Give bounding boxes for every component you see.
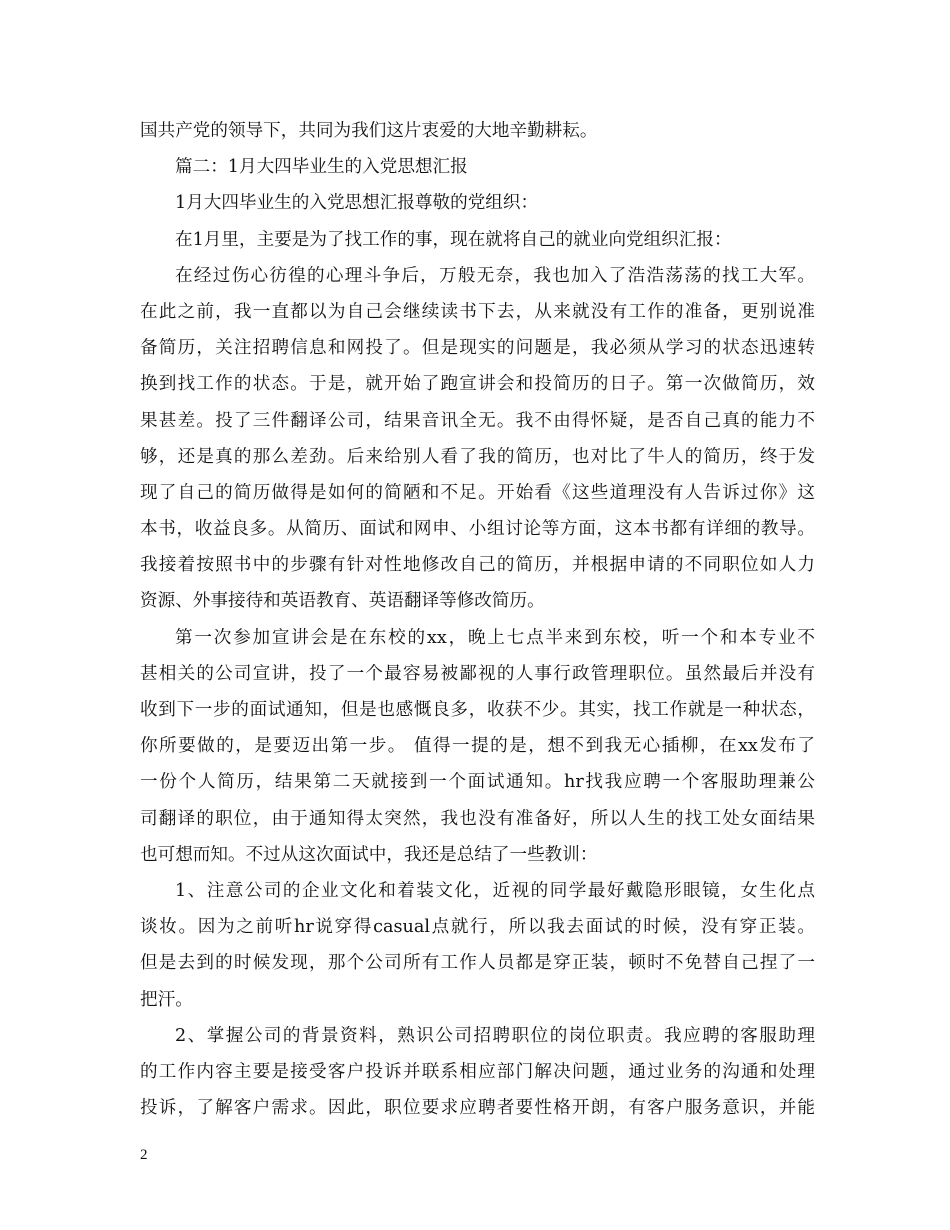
text-line: 投诉，了解客户需求。因此，职位要求应聘者要性格开朗，有客户服务意识，并能 <box>140 1098 815 1119</box>
text-line: 国共产党的领导下，共同为我们这片衷爱的大地辛勤耕耘。 <box>140 121 598 141</box>
text-line: 我接着按照书中的步骤有针对性地修改自己的简历，并根据申请的不同职位如人力 <box>140 555 815 576</box>
text-line: 1、注意公司的企业文化和着装文化，近视的同学最好戴隐形眼镜，女生化点 <box>175 880 815 901</box>
text-line: 够，还是真的那么差劲。后来给别人看了我的简历，也对比了牛人的简历，终于发 <box>140 446 815 467</box>
text-line: 2、掌握公司的背景资料，熟识公司招聘职位的岗位职责。我应聘的客服助理 <box>175 1025 815 1046</box>
text-line: 第一次参加宣讲会是在东校的xx，晚上七点半来到东校，听一个和本专业不 <box>175 627 815 648</box>
text-line: 在经过伤心彷徨的心理斗争后，万般无奈，我也加入了浩浩荡荡的找工大军。 <box>175 265 815 286</box>
text-line: 一份个人简历，结果第二天就接到一个面试通知。hr找我应聘一个客服助理兼公 <box>140 772 815 793</box>
page-number: 2 <box>140 1147 148 1163</box>
text-line: 果甚差。投了三件翻译公司，结果音讯全无。我不由得怀疑，是否自己真的能力不 <box>140 410 815 431</box>
body-text <box>140 113 815 1126</box>
text-line: 但是去到的时候发现，那个公司所有工作人员都是穿正装，顿时不免替自己捏了一 <box>140 953 815 974</box>
text-line: 资源、外事接待和英语教育、英语翻译等修改简历。 <box>140 591 545 612</box>
text-line: 1月大四毕业生的入党思想汇报尊敬的党组织： <box>175 193 539 214</box>
text-line: 也可想而知。不过从这次面试中，我还是总结了一些教训： <box>140 844 598 865</box>
text-line: 篇二：1月大四毕业生的入党思想汇报 <box>175 157 468 178</box>
text-line: 在此之前，我一直都以为自己会继续读书下去，从来就没有工作的准备，更别说准 <box>140 301 815 322</box>
text-line: 收到下一步的面试通知，但是也感慨良多，收获不少。其实，找工作就是一种状态， <box>140 700 815 720</box>
text-line: 现了自己的简历做得是如何的简陋和不足。开始看《这些道理没有人告诉过你》这 <box>140 482 815 503</box>
text-line: 在1月里，主要是为了找工作的事，现在就将自己的就业向党组织汇报： <box>175 229 732 250</box>
text-line: 备简历，关注招聘信息和网投了。但是现实的问题是，我必须从学习的状态迅速转 <box>140 338 815 359</box>
text-line: 甚相关的公司宣讲，投了一个最容易被鄙视的人事行政管理职位。虽然最后并没有 <box>140 663 815 684</box>
text-line: 把汗。 <box>140 989 193 1010</box>
text-line: 你所要做的，是要迈出第一步。 值得一提的是，想不到我无心插柳，在xx发布了 <box>140 736 815 757</box>
text-line: 换到找工作的状态。于是，就开始了跑宣讲会和投简历的日子。第一次做简历，效 <box>140 374 815 395</box>
text-line: 本书，收益良多。从简历、面试和网申、小组讨论等方面，这本书都有详细的教导。 <box>140 519 815 540</box>
text-line: 的工作内容主要是接受客户投诉并联系相应部门解决问题，通过业务的沟通和处理 <box>140 1061 815 1082</box>
text-line: 司翻译的职位，由于通知得太突然，我也没有准备好，所以人生的找工处女面结果 <box>140 808 815 829</box>
text-line: 谈妆。因为之前听hr说穿得casual点就行，所以我去面试的时候，没有穿正装。 <box>140 917 815 938</box>
